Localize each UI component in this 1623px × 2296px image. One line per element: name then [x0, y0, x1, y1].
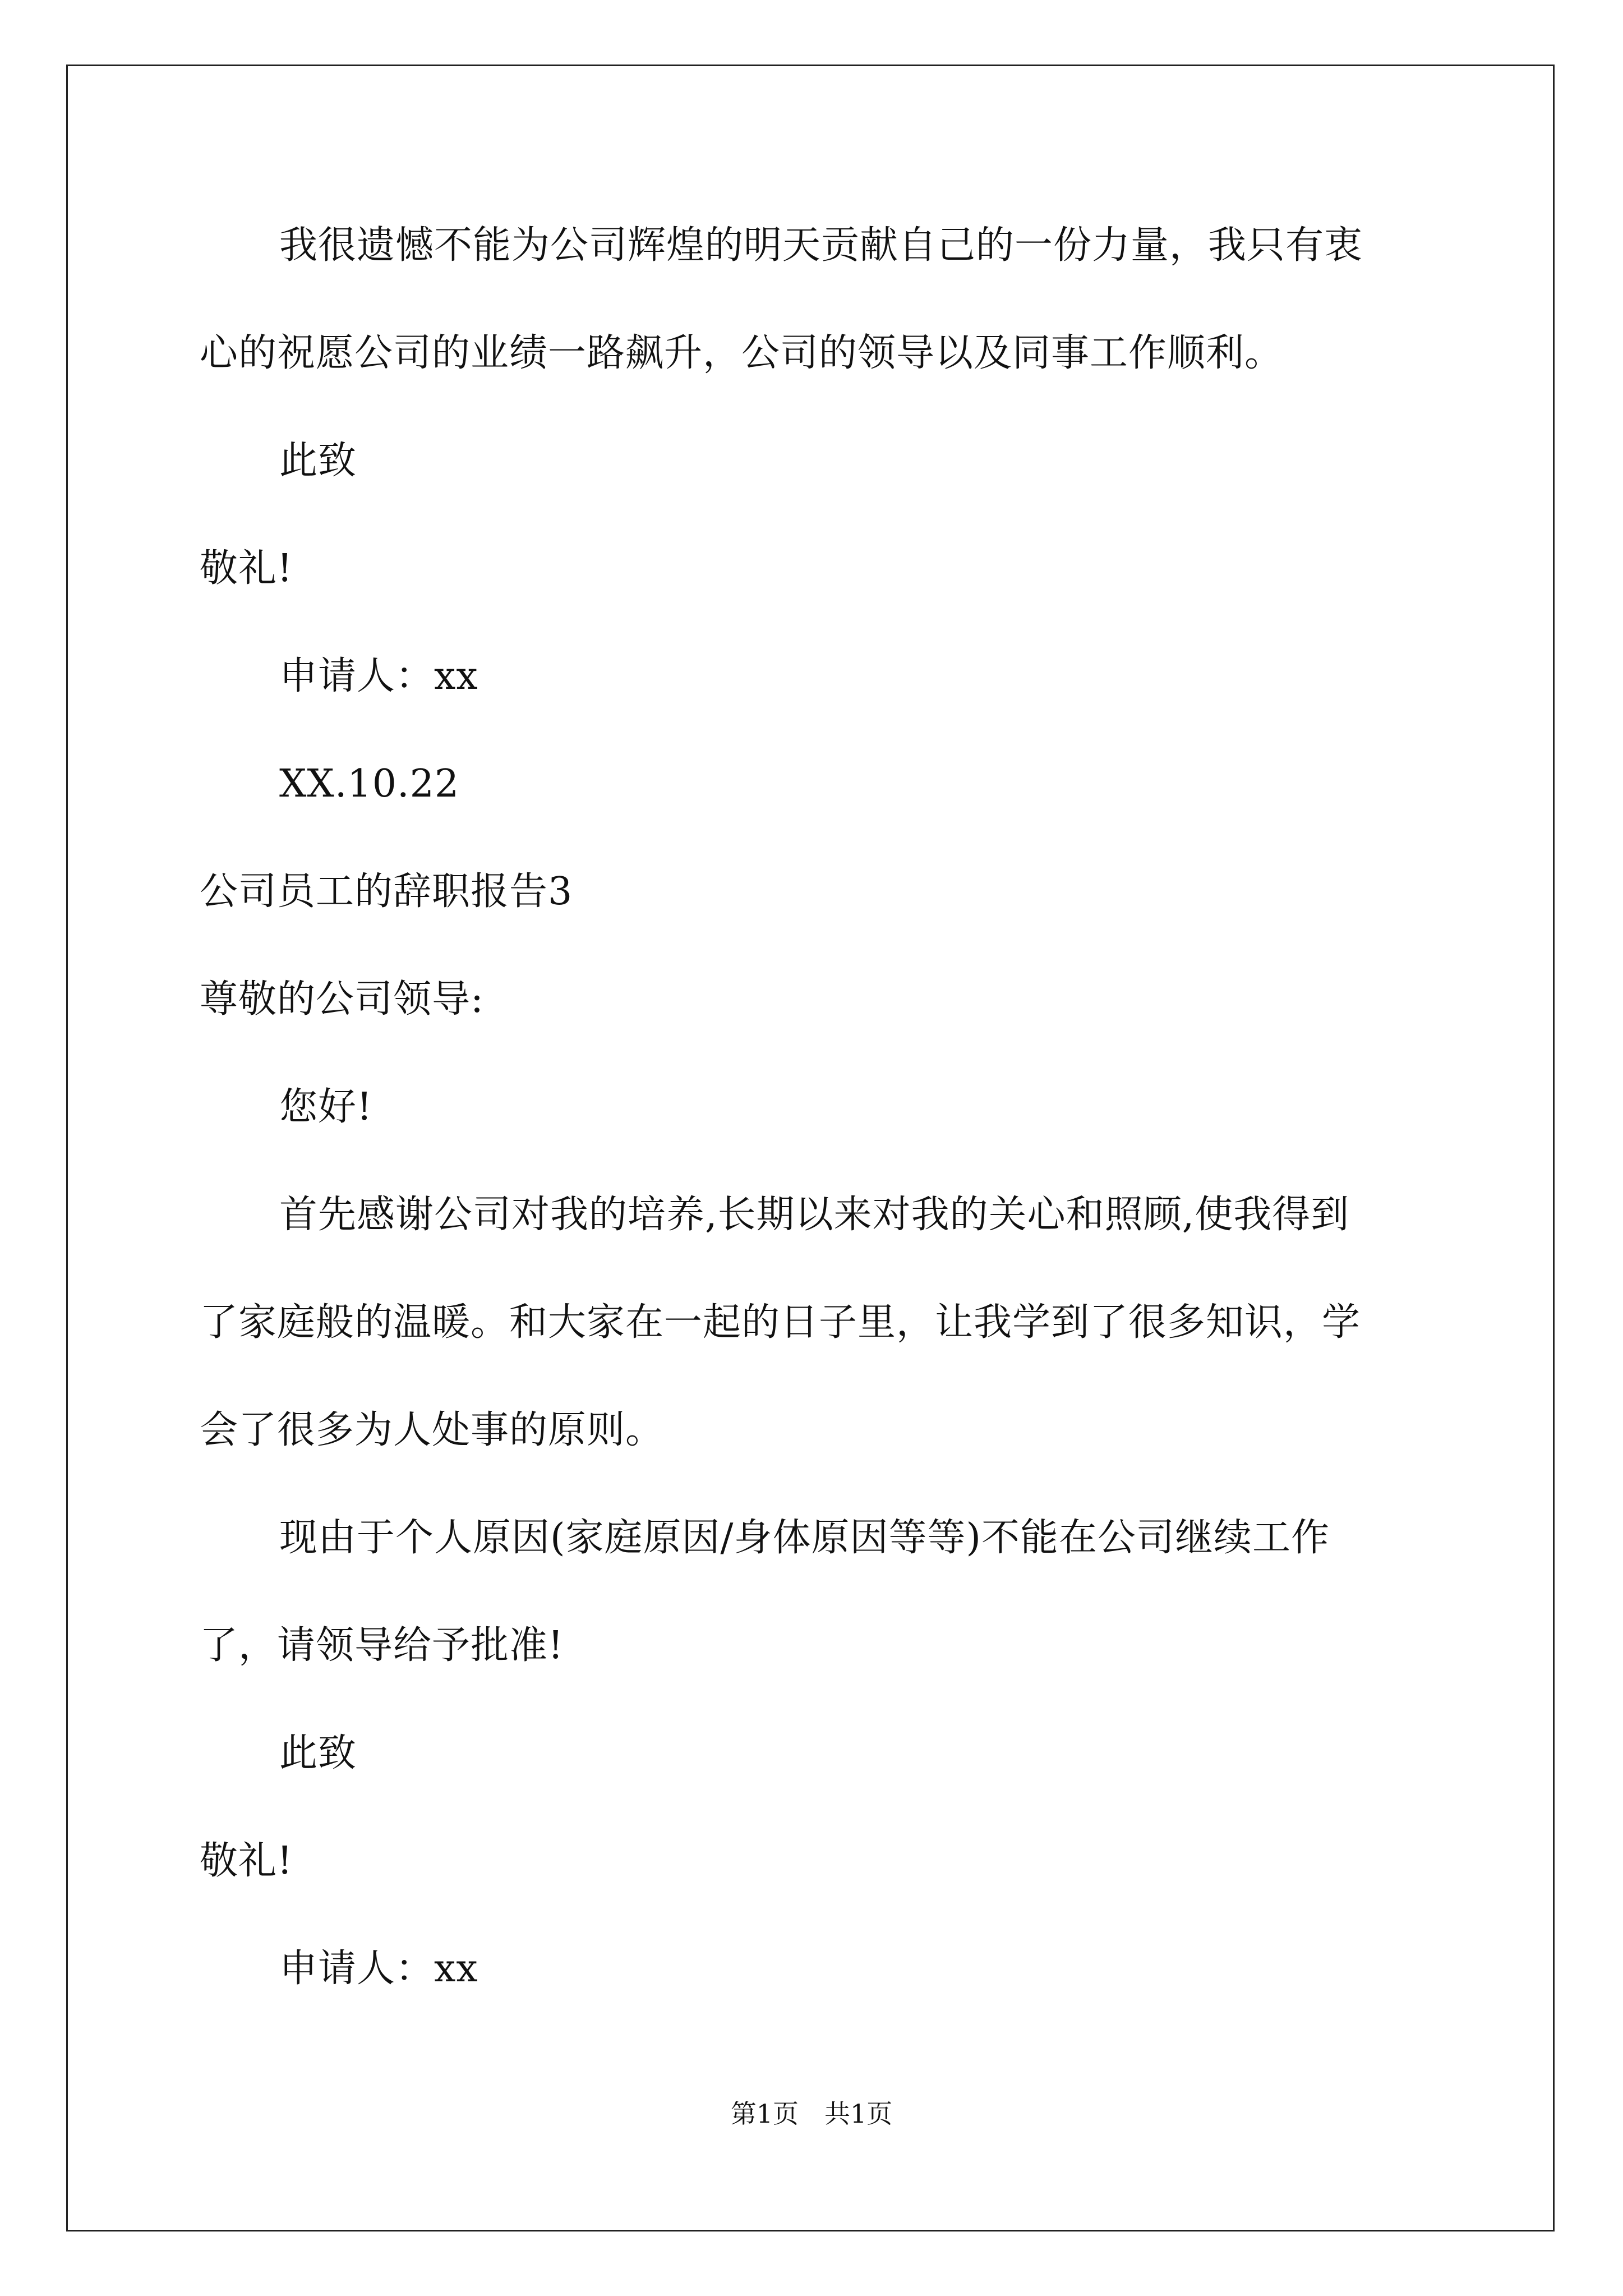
paragraph-regret-line-1: 我很遗憾不能为公司辉煌的明天贡献自己的一份力量，我只有衷	[279, 223, 1363, 268]
paragraph-thanks-line-2: 了家庭般的温暖。和大家在一起的日子里，让我学到了很多知识，学	[200, 1300, 1361, 1345]
closing-salutation: 此致	[279, 439, 357, 483]
closing-respect-2: 敬礼!	[200, 1839, 293, 1883]
page-number-footer: 第1页 共1页	[730, 2099, 893, 2129]
greeting-recipient: 尊敬的公司领导:	[200, 977, 484, 1022]
date-line: XX.10.22	[279, 762, 460, 806]
paragraph-reason-line-1: 现由于个人原因(家庭原因/身体原因等等)不能在公司继续工作	[279, 1516, 1330, 1560]
paragraph-thanks-line-3: 会了很多为人处事的原则。	[200, 1408, 665, 1452]
page-border	[66, 65, 1555, 2231]
section-heading: 公司员工的辞职报告3	[200, 869, 573, 914]
applicant-name-2: 申请人：xx	[279, 1947, 478, 1991]
closing-respect: 敬礼!	[200, 546, 293, 591]
applicant-name: 申请人：xx	[279, 654, 478, 698]
paragraph-regret-line-2: 心的祝愿公司的业绩一路飙升，公司的领导以及同事工作顺利。	[200, 331, 1284, 375]
paragraph-reason-line-2: 了，请领导给予批准!	[200, 1623, 564, 1668]
paragraph-thanks-line-1: 首先感谢公司对我的培养,长期以来对我的关心和照顾,使我得到	[279, 1193, 1350, 1237]
closing-salutation-2: 此致	[279, 1731, 357, 1775]
greeting-hello: 您好!	[279, 1085, 373, 1129]
